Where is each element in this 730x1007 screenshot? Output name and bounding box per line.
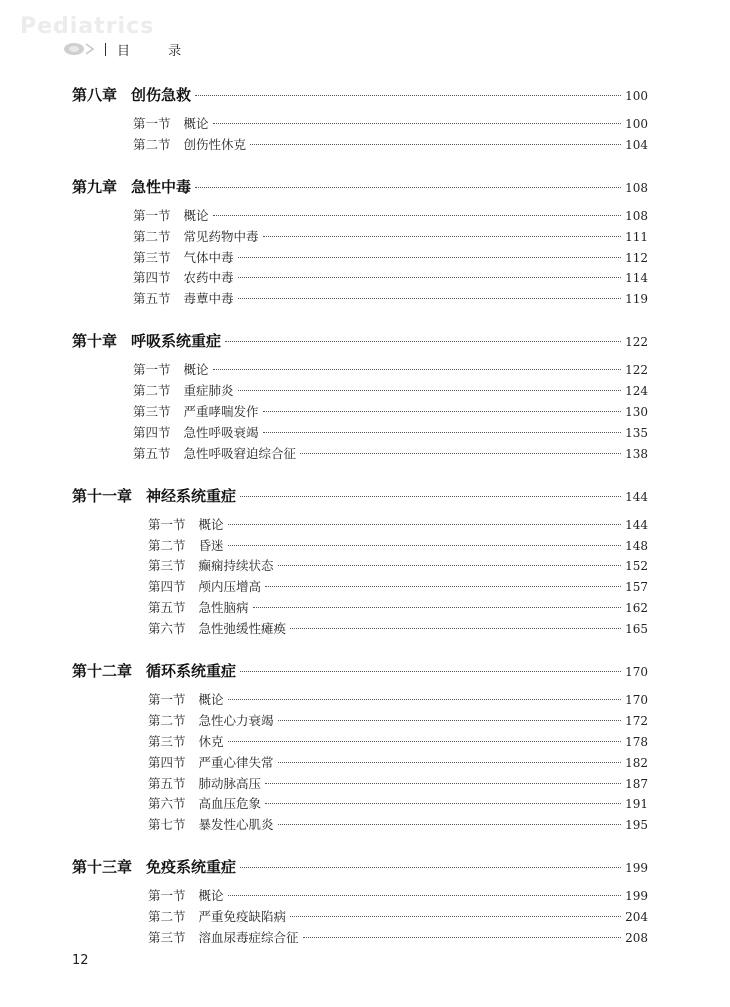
- section-page-number: 108: [625, 208, 648, 223]
- chapter-number: 第十三章: [72, 858, 133, 877]
- section-number: 第五节: [148, 600, 186, 616]
- book-logo-icon: [62, 42, 98, 56]
- section-number: 第二节: [133, 383, 171, 399]
- dot-leader: [265, 783, 621, 784]
- section-page-number: 208: [625, 931, 648, 946]
- dot-leader: [238, 277, 622, 278]
- chapter-page-number: 199: [625, 861, 648, 876]
- toc-section-entry[interactable]: [72, 753, 648, 774]
- chapter-page-number: 108: [625, 180, 648, 195]
- section-number: 第七节: [148, 817, 186, 833]
- toc-section-entry[interactable]: [72, 360, 648, 381]
- dot-leader: [250, 144, 621, 145]
- section-number: 第三节: [133, 249, 171, 265]
- toc-chapter: [72, 485, 648, 640]
- toc-section-entry[interactable]: [72, 690, 648, 711]
- section-title: 急性脑病: [198, 600, 249, 616]
- toc-section-entry[interactable]: [72, 928, 648, 949]
- chapter-number: 第十二章: [72, 662, 133, 681]
- section-title: 急性心力衰竭: [198, 712, 274, 728]
- dot-leader: [278, 720, 622, 721]
- section-page-number: 114: [625, 271, 648, 286]
- section-number: 第三节: [148, 558, 186, 574]
- section-page-number: 172: [625, 713, 648, 728]
- section-title: 概论: [183, 116, 209, 131]
- section-title: 概论: [198, 692, 224, 708]
- section-page-number: 119: [625, 292, 648, 307]
- section-title: 休克: [198, 733, 224, 749]
- section-number: 第一节: [148, 516, 186, 532]
- section-number: 第五节: [133, 445, 171, 461]
- section-number: 第三节: [148, 733, 186, 749]
- section-number: 第五节: [133, 291, 171, 307]
- table-of-contents: [72, 84, 648, 969]
- section-number: 第四节: [148, 754, 186, 770]
- section-title: 严重免疫缺陷病: [198, 909, 287, 925]
- section-title: 概论: [198, 888, 224, 904]
- dot-leader: [240, 671, 621, 672]
- section-number: 第一节: [133, 362, 171, 378]
- toc-section-entry[interactable]: [72, 577, 648, 598]
- section-page-number: 104: [625, 137, 648, 152]
- toc-chapter: [72, 660, 648, 836]
- chapter-number: 第十章: [72, 332, 118, 351]
- toc-section-entry[interactable]: [72, 815, 648, 836]
- section-title: 重症肺炎: [183, 383, 234, 399]
- dot-leader: [278, 824, 622, 825]
- dot-leader: [228, 545, 622, 546]
- section-number: 第六节: [148, 621, 186, 637]
- chapter-page-number: 100: [625, 89, 648, 103]
- dot-leader: [213, 369, 622, 370]
- dot-leader: [303, 937, 622, 938]
- dot-leader: [238, 257, 622, 258]
- section-number: 第四节: [133, 270, 171, 286]
- dot-leader: [213, 123, 622, 124]
- chapter-number: 第十一章: [72, 486, 133, 505]
- section-page-number: 178: [625, 734, 648, 749]
- section-title: 概论: [198, 516, 224, 532]
- section-page-number: 204: [625, 910, 648, 925]
- dot-leader: [263, 432, 622, 433]
- dot-leader: [195, 187, 621, 188]
- section-title: 肺动脉高压: [198, 775, 262, 791]
- section-title: 创伤性休克: [183, 136, 247, 152]
- chapter-title: 急性中毒: [131, 177, 192, 196]
- section-page-number: 195: [625, 818, 648, 833]
- toc-chapter: [72, 330, 648, 464]
- section-page-number: 191: [625, 797, 648, 812]
- section-title: 严重哮喘发作: [183, 404, 259, 420]
- dot-leader: [240, 867, 621, 868]
- chapter-number: 第九章: [72, 177, 118, 196]
- section-number: 第三节: [133, 404, 171, 420]
- section-page-number: 138: [625, 446, 648, 461]
- toc-chapter-entry[interactable]: [72, 84, 648, 110]
- section-number: 第四节: [148, 579, 186, 595]
- toc-section-entry[interactable]: [72, 711, 648, 732]
- dot-leader: [263, 236, 622, 237]
- section-page-number: 144: [625, 517, 648, 532]
- toc-section-entry[interactable]: [72, 794, 648, 815]
- toc-chapter: [72, 176, 648, 310]
- section-title: 昏迷: [198, 537, 224, 553]
- section-title: 癫痫持续状态: [198, 558, 274, 574]
- section-number: 第一节: [133, 207, 171, 223]
- section-page-number: 100: [625, 117, 648, 131]
- dot-leader: [290, 628, 621, 629]
- dot-leader: [265, 803, 621, 804]
- section-page-number: 122: [625, 363, 648, 378]
- toc-section-entry[interactable]: [72, 619, 648, 640]
- section-title: 毒蕈中毒: [183, 291, 234, 307]
- chapter-page-number: 144: [625, 489, 648, 504]
- toc-section-entry[interactable]: [72, 268, 648, 289]
- section-page-number: 152: [625, 559, 648, 574]
- chapter-page-number: 122: [625, 335, 648, 350]
- toc-chapter-entry[interactable]: [72, 485, 648, 511]
- toc-chapter-entry[interactable]: [72, 330, 648, 356]
- section-page-number: 124: [625, 384, 648, 399]
- dot-leader: [238, 390, 622, 391]
- toc-section-entry[interactable]: [72, 774, 648, 795]
- section-title: 概论: [183, 207, 209, 223]
- section-number: 第五节: [148, 775, 186, 791]
- toc-section-entry[interactable]: [72, 135, 648, 156]
- section-title: 高血压危象: [198, 796, 262, 812]
- dot-leader: [228, 741, 622, 742]
- dot-leader: [225, 341, 621, 342]
- section-page-number: 187: [625, 776, 648, 791]
- chapter-title: 神经系统重症: [146, 486, 237, 505]
- section-title: 急性呼吸衰竭: [183, 424, 259, 440]
- toc-section-entry[interactable]: [72, 536, 648, 557]
- section-page-number: 111: [625, 229, 648, 244]
- section-number: 第二节: [148, 537, 186, 553]
- section-title: 急性弛缓性瘫痪: [198, 621, 287, 637]
- dot-leader: [228, 895, 622, 896]
- dot-leader: [195, 95, 621, 96]
- toc-section-entry[interactable]: [72, 732, 648, 753]
- dot-leader: [300, 453, 621, 454]
- section-title: 急性呼吸窘迫综合征: [183, 445, 297, 461]
- toc-section-entry[interactable]: [72, 907, 648, 928]
- section-page-number: 182: [625, 755, 648, 770]
- section-number: 第二节: [133, 228, 171, 244]
- chapter-title: 循环系统重症: [146, 662, 237, 681]
- toc-section-entry[interactable]: [72, 402, 648, 423]
- section-title: 农药中毒: [183, 270, 234, 286]
- section-title: 常见药物中毒: [183, 228, 259, 244]
- watermark-text: Pediatrics: [20, 14, 155, 39]
- chapter-page-number: 170: [625, 665, 648, 680]
- section-page-number: 135: [625, 425, 648, 440]
- section-page-number: 162: [625, 601, 648, 616]
- section-number: 第二节: [148, 909, 186, 925]
- section-page-number: 165: [625, 622, 648, 637]
- toc-section-entry[interactable]: [72, 444, 648, 465]
- toc-chapter: [72, 84, 648, 156]
- page-title: 目 录: [117, 43, 199, 59]
- dot-leader: [240, 496, 621, 497]
- dot-leader: [213, 215, 622, 216]
- toc-section-entry[interactable]: [72, 598, 648, 619]
- toc-chapter-entry[interactable]: [72, 176, 648, 202]
- section-title: 气体中毒: [183, 249, 234, 265]
- section-number: 第一节: [148, 692, 186, 708]
- section-title: 概论: [183, 362, 209, 378]
- toc-section-entry[interactable]: [72, 381, 648, 402]
- toc-chapter-entry[interactable]: [72, 856, 648, 882]
- chapter-title: 创伤急救: [131, 86, 192, 104]
- section-title: 严重心律失常: [198, 754, 274, 770]
- toc-section-entry[interactable]: [72, 423, 648, 444]
- dot-leader: [238, 298, 622, 299]
- section-page-number: 130: [625, 405, 648, 420]
- section-number: 第四节: [133, 424, 171, 440]
- page-number: 12: [72, 953, 89, 968]
- header-divider: [105, 43, 106, 56]
- chapter-number: 第八章: [72, 86, 118, 104]
- toc-chapter-entry[interactable]: [72, 660, 648, 686]
- toc-section-entry[interactable]: [72, 289, 648, 310]
- section-page-number: 157: [625, 580, 648, 595]
- toc-section-entry[interactable]: [72, 114, 648, 135]
- toc-section-entry[interactable]: [72, 556, 648, 577]
- section-page-number: 199: [625, 889, 648, 904]
- dot-leader: [278, 565, 622, 566]
- dot-leader: [228, 524, 622, 525]
- section-number: 第六节: [148, 796, 186, 812]
- section-page-number: 170: [625, 693, 648, 708]
- toc-section-entry[interactable]: [72, 227, 648, 248]
- section-number: 第一节: [148, 888, 186, 904]
- chapter-title: 免疫系统重症: [146, 858, 237, 877]
- toc-section-entry[interactable]: [72, 515, 648, 536]
- page-header: [62, 40, 198, 58]
- section-number: 第一节: [133, 116, 171, 131]
- toc-chapter: [72, 856, 648, 949]
- section-title: 暴发性心肌炎: [198, 817, 274, 833]
- section-page-number: 112: [625, 250, 648, 265]
- toc-section-entry[interactable]: [72, 248, 648, 269]
- toc-section-entry[interactable]: [72, 886, 648, 907]
- toc-section-entry[interactable]: [72, 206, 648, 227]
- section-number: 第二节: [148, 712, 186, 728]
- dot-leader: [278, 762, 622, 763]
- dot-leader: [265, 586, 621, 587]
- section-number: 第三节: [148, 930, 186, 946]
- section-title: 溶血尿毒症综合征: [198, 930, 299, 946]
- chapter-title: 呼吸系统重症: [131, 332, 222, 351]
- dot-leader: [228, 699, 622, 700]
- dot-leader: [290, 916, 621, 917]
- dot-leader: [263, 411, 622, 412]
- dot-leader: [253, 607, 622, 608]
- section-page-number: 148: [625, 538, 648, 553]
- section-title: 颅内压增高: [198, 579, 262, 595]
- section-number: 第二节: [133, 136, 171, 152]
